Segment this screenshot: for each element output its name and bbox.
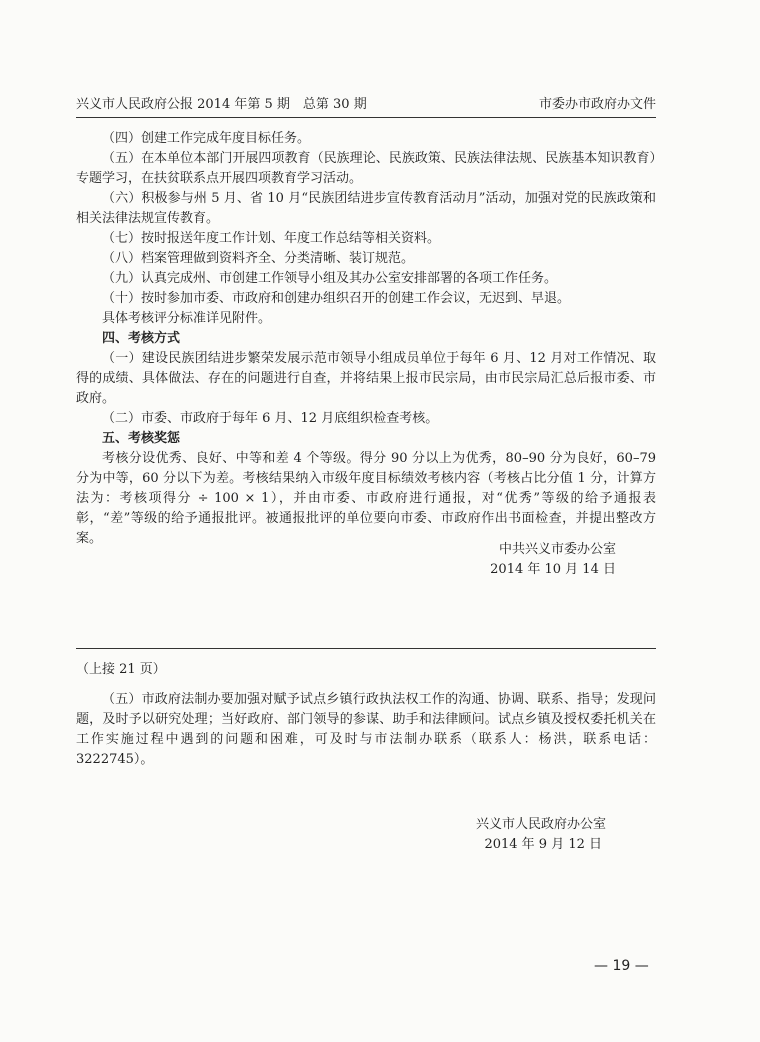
paragraph: （八）档案管理做到资料齐全、分类清晰、装订规范。 [102, 251, 415, 266]
paragraph: 考核分设优秀、良好、中等和差 4 个等级。得分 90 分以上为优秀，80–90 分为良好，60–79 分为中等，60 分以下为差。考核结果纳入市级年度目标绩效考核内容（考核占比分值 1 分，计算方法为：考核项得分 ÷ 100 × 1），并由市委、市政府进行通报，对“优秀”等级的给予通报表彰，“差”等级的给予通报批评。被通报批评的单位要向市委、市政府作出书面检查，并提出整改方案。 [76, 451, 656, 546]
section-divider [76, 648, 656, 649]
signature-block [76, 540, 656, 580]
section-heading: 五、考核奖惩 [102, 431, 181, 446]
paragraph: （二）市委、市政府于每年 6 月、12 月底组织检查考核。 [102, 411, 439, 426]
continued-note: （上接 21 页） [76, 662, 166, 677]
paragraph: （六）积极参与州 5 月、省 10 月“民族团结进步宣传教育活动月”活动，加强对党的民族政策和相关法律法规宣传教育。 [76, 191, 656, 226]
header-rule [76, 117, 656, 118]
paragraph: 具体考核评分标准详见附件。 [102, 311, 272, 326]
paragraph: （十）按时参加市委、市政府和创建办组织召开的创建工作会议，无迟到、早退。 [102, 291, 571, 306]
paragraph: （九）认真完成州、市创建工作领导小组及其办公室安排部署的各项工作任务。 [102, 271, 558, 286]
paragraph: （一）建设民族团结进步繁荣发展示范市领导小组成员单位于每年 6 月、12 月对工作情况、取得的成绩、具体做法、存在的问题进行自查，并将结果上报市民宗局，由市民宗局汇总后报市委、市政府。 [76, 351, 656, 406]
signature-date: 2014 年 10 月 14 日 [490, 562, 616, 577]
continued-body [76, 690, 656, 770]
document-body [76, 129, 656, 549]
header-publication: 兴义市人民政府公报 2014 年第 5 期 总第 30 期 [76, 97, 367, 112]
header-section: 市委办市政府办文件 [538, 97, 656, 112]
paragraph: （七）按时报送年度工作计划、年度工作总结等相关资料。 [102, 231, 441, 246]
page-number: — 19 — [594, 958, 649, 974]
signature-date: 2014 年 9 月 12 日 [484, 837, 602, 852]
paragraph: （五）市政府法制办要加强对赋予试点乡镇行政执法权工作的沟通、协调、联系、指导；发现问题，及时予以研究处理；当好政府、部门领导的参谋、助手和法律顾问。试点乡镇及授权委托机关在工作实施过程中遇到的问题和困难，可及时与市法制办联系（联系人：杨洪，联系电话：3222745）。 [76, 692, 656, 767]
signature-block [76, 815, 656, 855]
signature-org: 中共兴义市委办公室 [498, 542, 616, 557]
paragraph: （五）在本单位本部门开展四项教育（民族理论、民族政策、民族法律法规、民族基本知识教育）专题学习，在扶贫联系点开展四项教育学习活动。 [76, 151, 656, 186]
paragraph: （四）创建工作完成年度目标任务。 [102, 131, 311, 146]
section-heading: 四、考核方式 [102, 331, 181, 346]
signature-org: 兴义市人民政府办公室 [475, 817, 606, 832]
